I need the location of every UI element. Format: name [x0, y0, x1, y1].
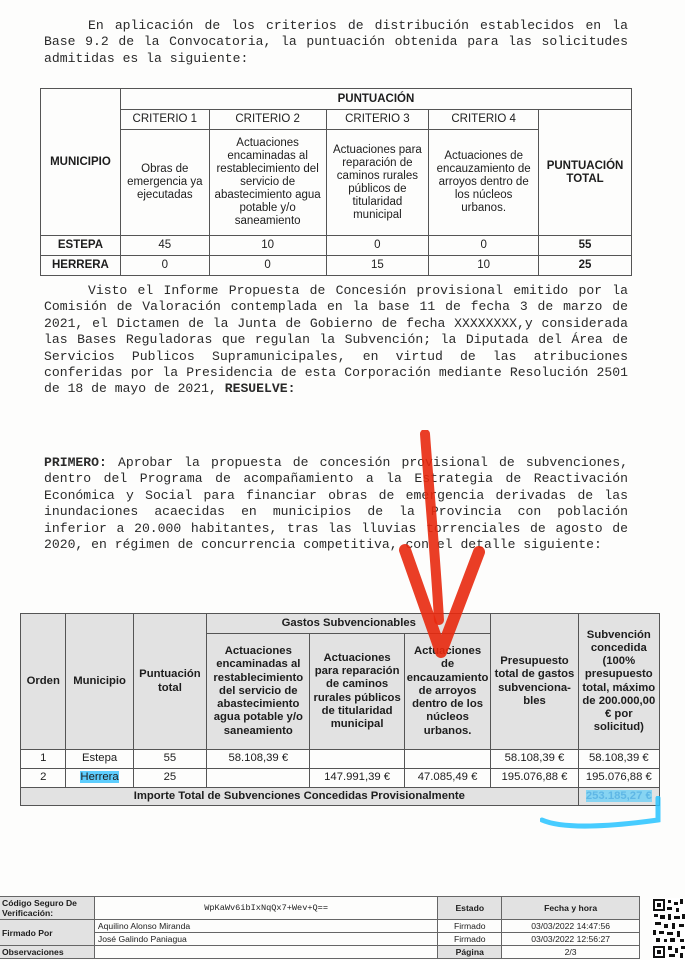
total-row: [21, 788, 660, 806]
total-label: Importe Total de Subvenciones Concedidas Provisionalmente: [21, 788, 579, 806]
signer-estado: Firmado: [438, 920, 502, 933]
c4-cell: 10: [429, 256, 539, 276]
criterio-4-header: CRITERIO 4: [429, 110, 539, 130]
observaciones-label: Observaciones: [0, 946, 94, 959]
municipio-cell: HERRERA: [41, 256, 121, 276]
c3-cell: 15: [326, 256, 429, 276]
municipio-cell: Estepa: [66, 750, 133, 769]
gasto-3-header: Actuaciones de encauzamiento de arroyos dentro de los núcleos urbanos.: [404, 634, 491, 750]
puntuacion-total-header: PUNTUACIÓN TOTAL: [539, 110, 632, 236]
puntuacion-header: PUNTUACIÓN: [120, 89, 631, 110]
primero-text: Aprobar la propuesta de concesión provisional de subvenciones, dentro del Programa de acompañamiento a la Estrategia de Reactivación Económica y Social para financiar obras de emergencia derivadas de las inundaciones acaecidas en municipios de la Provincia con población inferior a 20.000 habitantes, tras las lluvias torrenciales de agosto de 2020, en régimen de concurrencia competitiva, con el detalle siguiente:: [44, 455, 628, 553]
municipio-cell: [66, 769, 133, 788]
signer-name: José Galindo Paniagua: [94, 933, 437, 946]
gasto-3-cell: 47.085,49 €: [404, 769, 491, 788]
observaciones-value: [94, 946, 437, 959]
orden-cell: 2: [21, 769, 66, 788]
subvencion-cell: 58.108,39 €: [578, 750, 659, 769]
puntuacion-header: Puntuación total: [133, 614, 206, 750]
c4-cell: 0: [429, 236, 539, 256]
c2-cell: 10: [209, 236, 326, 256]
criterio-1-desc: Obras de emergencia ya ejecutadas: [120, 130, 209, 236]
gasto-1-cell: [207, 769, 310, 788]
firmado-label: Firmado Por: [0, 920, 94, 946]
gasto-2-cell: 147.991,39 €: [310, 769, 404, 788]
c2-cell: 0: [209, 256, 326, 276]
criterio-1-header: CRITERIO 1: [120, 110, 209, 130]
c3-cell: 0: [326, 236, 429, 256]
fecha-header: Fecha y hora: [502, 897, 640, 920]
visto-paragraph: [44, 283, 628, 398]
criterio-3-header: CRITERIO 3: [326, 110, 429, 130]
puntuacion-table: [40, 88, 632, 276]
gasto-2-cell: [310, 750, 404, 769]
gasto-1-header: Actuaciones encaminadas al restablecimiento del servicio de abastecimiento agua potable y/o saneamiento: [207, 634, 310, 750]
signer-fecha: 03/03/2022 12:56:27: [502, 933, 640, 946]
criterio-2-desc: Actuaciones encaminadas al restablecimiento del servicio de abastecimiento agua potable y/o saneamiento: [209, 130, 326, 236]
pagina-value: 2/3: [502, 946, 640, 959]
intro-paragraph: [44, 18, 628, 67]
subvencion-cell: 195.076,88 €: [578, 769, 659, 788]
c1-cell: 45: [120, 236, 209, 256]
municipio-header: Municipio: [66, 614, 133, 750]
municipio-header: MUNICIPIO: [41, 89, 121, 236]
table-row: [21, 769, 660, 788]
c1-cell: 0: [120, 256, 209, 276]
primero-paragraph: [44, 455, 628, 553]
criterio-2-header: CRITERIO 2: [209, 110, 326, 130]
gasto-1-cell: 58.108,39 €: [207, 750, 310, 769]
orden-header: Orden: [21, 614, 66, 750]
table-row: [41, 236, 632, 256]
criterio-3-desc: Actuaciones para reparación de caminos rurales públicos de titularidad municipal: [326, 130, 429, 236]
verif-code: WpKaWv6ibIxNqQx7+Wev+Q==: [94, 897, 437, 920]
gasto-2-header: Actuaciones para reparación de caminos rurales públicos de titularidad municipal: [310, 634, 404, 750]
qr-code-icon: [652, 898, 685, 960]
total-cell: 55: [539, 236, 632, 256]
criterio-4-desc: Actuaciones de encauzamiento de arroyos dentro de los núcleos urbanos.: [429, 130, 539, 236]
pagina-label: Página: [438, 946, 502, 959]
signer-fecha: 03/03/2022 14:47:56: [502, 920, 640, 933]
orden-cell: 1: [21, 750, 66, 769]
verification-footer: [0, 896, 640, 959]
signer-name: Aquilino Alonso Miranda: [94, 920, 437, 933]
resuelve-label: RESUELVE:: [224, 381, 296, 397]
total-cell: 25: [539, 256, 632, 276]
table-row: [41, 256, 632, 276]
gasto-3-cell: [404, 750, 491, 769]
primero-label: PRIMERO:: [44, 455, 107, 470]
subvencion-header: Subvención concedida (100% presupuesto total, máximo de 200.000,00 € por solicitud): [578, 614, 659, 750]
signer-estado: Firmado: [438, 933, 502, 946]
intro-text: En aplicación de los criterios de distribución establecidos en la Base 9.2 de la Convocatoria, la puntuación obtenida para las solicitudes admitidas es la siguiente:: [44, 18, 628, 66]
municipio-highlighted: Herrera: [80, 771, 119, 784]
puntuacion-cell: 55: [133, 750, 206, 769]
presupuesto-cell: 195.076,88 €: [491, 769, 578, 788]
presupuesto-cell: 58.108,39 €: [491, 750, 578, 769]
municipio-cell: ESTEPA: [41, 236, 121, 256]
visto-text: Visto el Informe Propuesta de Concesión provisional emitido por la Comisión de Valoración contemplada en la base 11 de fecha 3 de marzo de 2021, el Dictamen de la Junta de Gobierno de fecha XXXXXXXX,y considerada las Bases Reguladoras que regulan la Subvención; la Diputada del Área de Servicios Publicos Supramunicipales, en virtud de las atribuciones conferidas por la Presidencia de esta Corporación mediante Resolución 2501 de 18 de mayo de 2021,: [44, 283, 628, 397]
total-value-cell: [578, 788, 659, 806]
estado-header: Estado: [438, 897, 502, 920]
presupuesto-header: Presupuesto total de gastos subvenciona-bles: [491, 614, 578, 750]
total-value: 253.185,27 €: [585, 789, 652, 802]
gastos-header: Gastos Subvencionables: [207, 614, 491, 634]
subvenciones-table: [20, 613, 660, 806]
table-row: [21, 750, 660, 769]
puntuacion-cell: 25: [133, 769, 206, 788]
verif-label: Código Seguro De Verificación:: [0, 897, 94, 920]
